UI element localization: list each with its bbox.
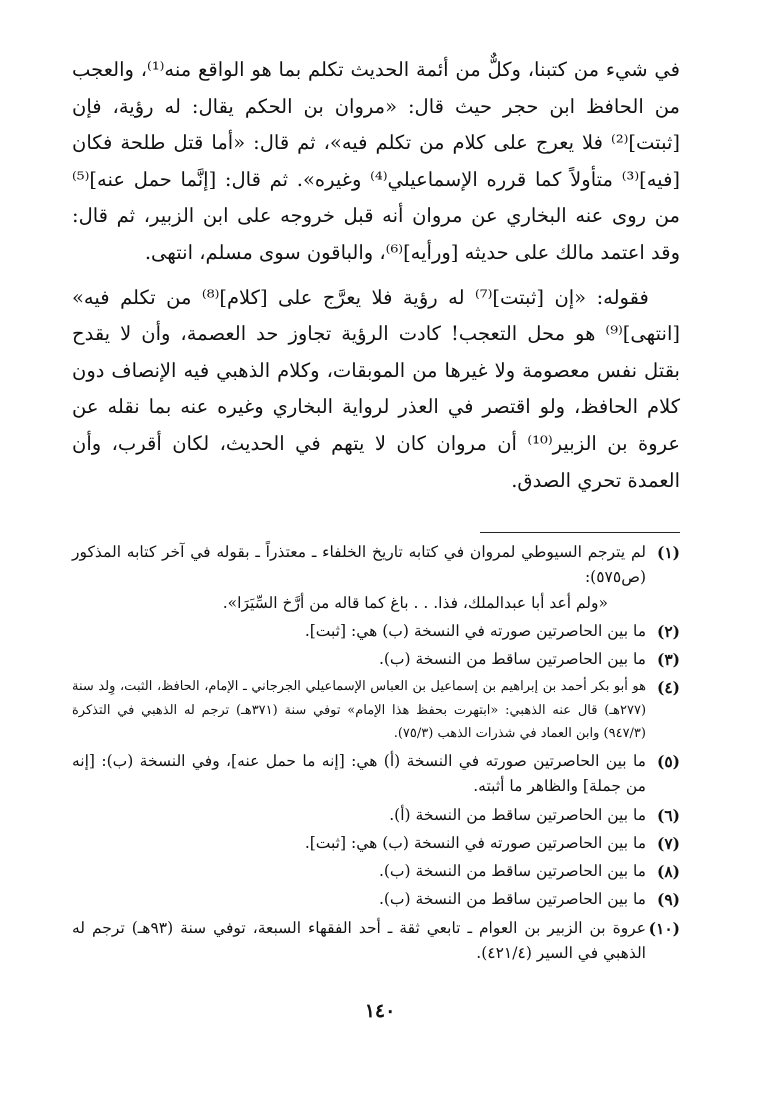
footnote-number: (٦) bbox=[656, 805, 680, 825]
footnote-number: (٨) bbox=[656, 862, 680, 882]
footnote-6 bbox=[72, 803, 680, 828]
footnotes bbox=[72, 540, 680, 969]
paragraph-1: في شيء من كتبنا، وكلٌّ من أئمة الحديث تكلم بما هو الواقع منه⁽¹⁾، والعجب من الحافظ ابن حجر حيث قال: «مروان بن الحكم يقال: له رؤية، فإن [ثبتت]⁽²⁾ فلا يعرج على كلام من تكلم فيه»، ثم قال: «أما قتل طلحة فكان [فيه]⁽³⁾ متأولاً كما قرره الإسماعيلي⁽⁴⁾ وغيره». ثم قال: [إنَّما حمل عنه]⁽⁵⁾ من روى عنه البخاري عن مروان أنه قبل خروجه على ابن الزبير، ثم قال: وقد اعتمد مالك على حديثه [ورأيه]⁽⁶⁾، والباقون سوى مسلم، انتهى. bbox=[72, 58, 680, 264]
footnote-text: ما بين الحاصرتين ساقط من النسخة (أ). bbox=[389, 805, 646, 824]
footnote-8 bbox=[72, 859, 680, 884]
footnote-text: هو أبو بكر أحمد بن إبراهيم بن إسماعيل بن العباس الإسماعيلي الجرجاني ـ الإمام، الحافظ، الثبت، وِلد سنة (٢٧٧هـ) قال عنه الذهبي: «ابتهرت بحفظ هذا الإمام» توفي سنة (٣٧١هـ) ترجم له الذهبي في التذكرة (٩٤٧/٣) وابن العماد في شذرات الذهب (٧٥/٣). bbox=[72, 679, 647, 742]
footnote-number: (٩) bbox=[656, 890, 680, 910]
footnote-3 bbox=[72, 647, 680, 672]
footnote-number: (٤) bbox=[656, 678, 680, 698]
footnote-4 bbox=[72, 675, 680, 746]
footnote-divider bbox=[480, 532, 680, 533]
footnote-7 bbox=[72, 831, 680, 856]
footnote-1 bbox=[72, 540, 680, 616]
footnote-text: ما بين الحاصرتين ساقط من النسخة (ب). bbox=[378, 650, 646, 669]
footnote-10 bbox=[72, 916, 680, 967]
footnote-number: (١٠) bbox=[648, 918, 680, 938]
footnote-number: (٢) bbox=[656, 621, 680, 641]
footnote-text: عروة بن الزبير بن العوام ـ تابعي ثقة ـ أحد الفقهاء السبعة، توفي سنة (٩٣هـ) ترجم له الذهبي في السير (٤٢١/٤). bbox=[72, 918, 646, 963]
footnote-quote: «ولم أعد أبا عبدالملك، فذا. . . باغ كما قاله من أرَّخ السِّيَرَا». bbox=[222, 593, 608, 612]
footnote-text bbox=[72, 540, 646, 616]
footnote-text: ما بين الحاصرتين ساقط من النسخة (ب). bbox=[378, 862, 646, 881]
footnote-2 bbox=[72, 619, 680, 644]
footnote-number: (٧) bbox=[656, 833, 680, 853]
footnote-5 bbox=[72, 749, 680, 800]
page-number: ١٤٠ bbox=[364, 1000, 396, 1022]
footnote-text: ما بين الحاصرتين صورته في النسخة (ب) هي: [ثبت]. bbox=[304, 621, 646, 640]
footnote-text: ما بين الحاصرتين صورته في النسخة (ب) هي: [ثبت]. bbox=[304, 833, 646, 852]
footnote-number: (٣) bbox=[656, 650, 680, 670]
paragraph-2: فقوله: «إن [ثبتت]⁽⁷⁾ له رؤية فلا يعرَّج على [كلام]⁽⁸⁾ من تكلم فيه» [انتهى]⁽⁹⁾ هو محل التعجب! كادت الرؤية تجاوز حد العصمة، وأن لا يقدح بقتل نفس معصومة ولا غيرها من الموبقات، وكلام الذهبي فيه الإنصاف دون كلام الحافظ، ولو اقتصر في العذر لرواية البخاري وغيره عنه بما نقله عن عروة بن الزبير⁽¹⁰⁾ أن مروان كان لا يتهم في الحديث، لكان أقرب، وأن العمدة تحري الصدق. bbox=[72, 285, 680, 492]
main-text bbox=[72, 52, 680, 499]
footnote-text: ما بين الحاصرتين ساقط من النسخة (ب). bbox=[378, 890, 646, 909]
footnote-text: ما بين الحاصرتين صورته في النسخة (أ) هي: [إنه ما حمل عنه]، وفي النسخة (ب): [إنه من جملة] والظاهر ما أثبته. bbox=[72, 751, 646, 796]
footnote-number: (٥) bbox=[656, 751, 680, 771]
footnote-number: (١) bbox=[656, 543, 680, 562]
footnote-body: لم يترجم السيوطي لمروان في كتابه تاريخ الخلفاء ـ معتذراً ـ بقوله في آخر كتابه المذكور (ص٥٧٥): bbox=[72, 543, 646, 587]
footnote-9 bbox=[72, 887, 680, 912]
